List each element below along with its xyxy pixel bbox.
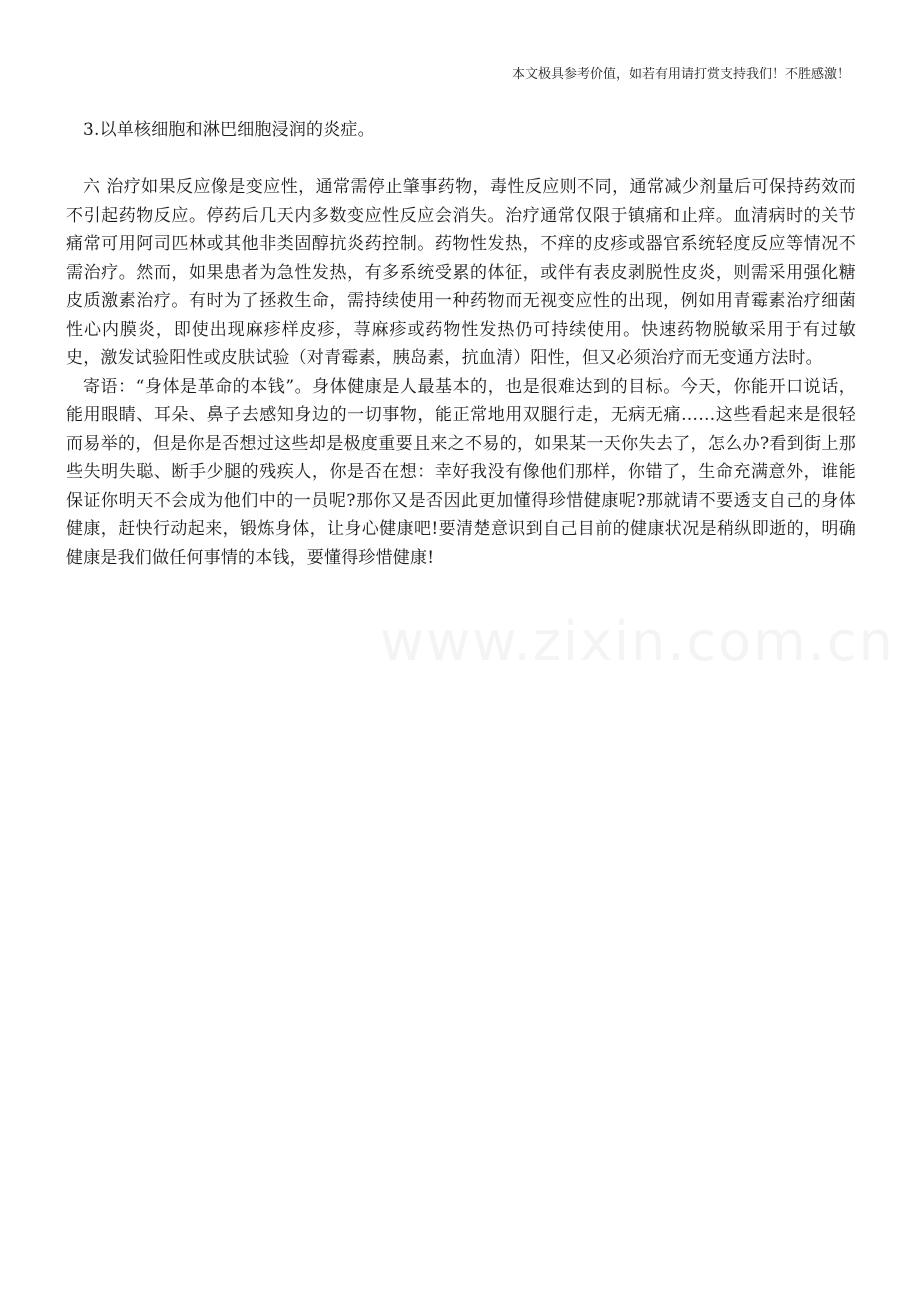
section-treatment: 六 治疗如果反应像是变应性，通常需停止肇事药物，毒性反应则不同，通常减少剂量后可保持药效而不引起药物反应。停药后几天内多数变应性反应会消失。治疗通常仅限于镇痛和止痒。血清病时的关节痛常可用阿司匹林或其他非类固醇抗炎药控制。药物性发热，不痒的皮疹或器官系统轻度反应等情况不需治疗。然而，如果患者为急性发热，有多系统受累的体征，或伴有表皮剥脱性皮炎，则需采用强化糖皮质激素治疗。有时为了拯救生命，需持续使用一种药物而无视变应性的出现，例如用青霉素治疗细菌性心内膜炎，即使出现麻疹样皮疹，荨麻疹或药物性发热仍可持续使用。快速药物脱敏采用于有过敏史，激发试验阳性或皮肤试验（对青霉素，胰岛素，抗血清）阳性，但又必须治疗而无变通方法时。 bbox=[66, 177, 856, 368]
header-note: 本文极具参考价值，如若有用请打赏支持我们！不胜感激！ bbox=[511, 67, 850, 82]
document-body bbox=[66, 116, 856, 572]
watermark bbox=[380, 610, 895, 673]
paragraph-spacer bbox=[66, 145, 856, 174]
closing-note: 寄语：“身体是革命的本钱”。身体健康是人最基本的，也是很难达到的目标。今天，你能开口说话，能用眼睛、耳朵、鼻子去感知身边的一切事物，能正常地用双腿行走，无病无痛……这些看起来是很轻而易举的，但是你是否想过这些却是极度重要且来之不易的，如果某一天你失去了，怎么办?看到街上那些失明失聪、断手少腿的残疾人，你是否在想：幸好我没有像他们那样，你错了，生命充满意外，谁能保证你明天不会成为他们中的一员呢?那你又是否因此更加懂得珍惜健康呢?那就请不要透支自己的身体健康，赶快行动起来，锻炼身体，让身心健康吧!要清楚意识到自己目前的健康状况是稍纵即逝的，明确健康是我们做任何事情的本钱，要懂得珍惜健康! bbox=[66, 376, 856, 568]
list-item-3: 3.以单核细胞和淋巴细胞浸润的炎症。 bbox=[83, 120, 375, 140]
